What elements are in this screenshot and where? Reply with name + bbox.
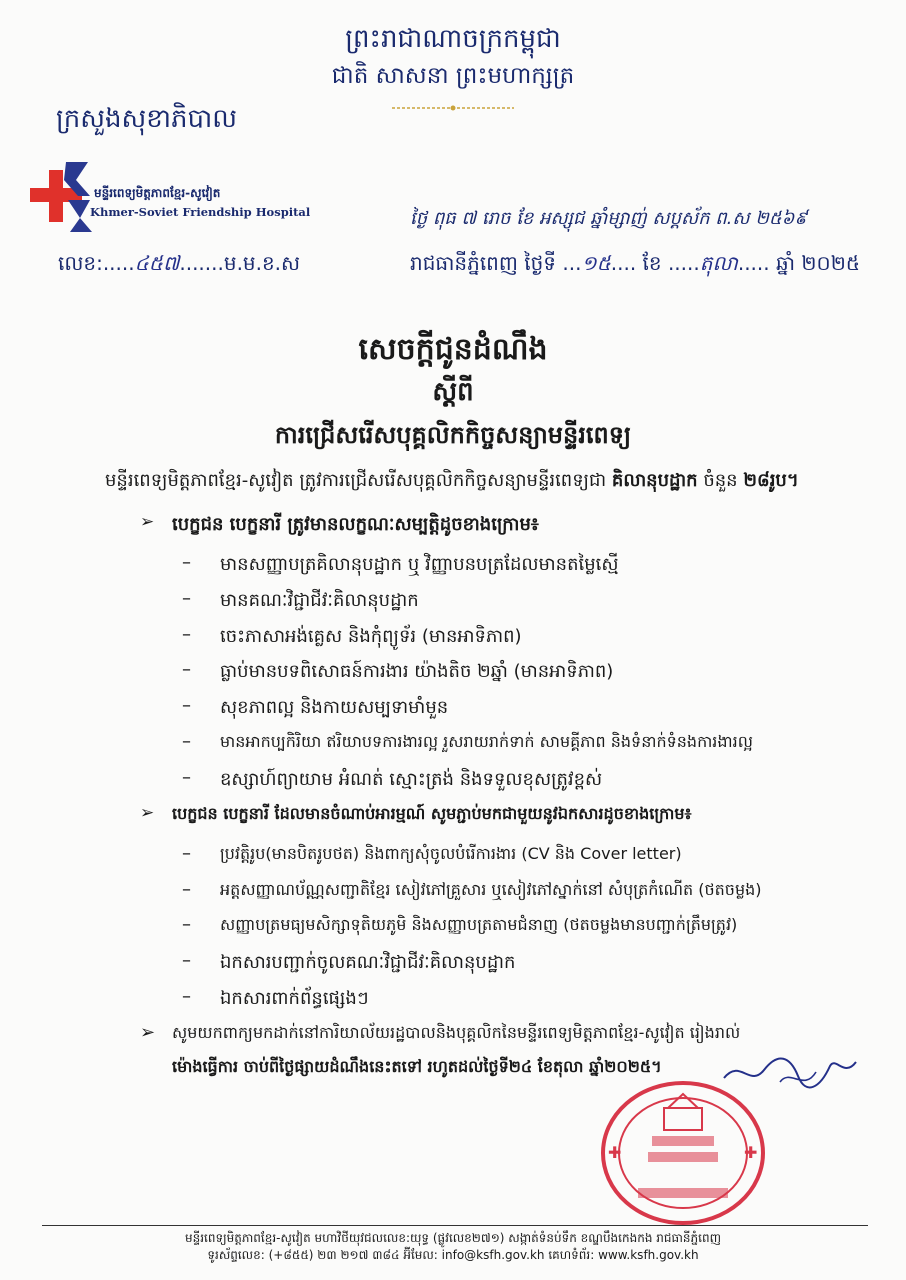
- footer-divider: [42, 1225, 868, 1226]
- list-item-text: សុខភាពល្អ និងកាយសម្បទាមាំមួន: [220, 697, 449, 718]
- list-item: [182, 879, 882, 905]
- list-item-text: មានសញ្ញាបត្រគិលានុបដ្ឋាក ឬ វិញ្ញាបនបត្រដែលមានតម្លៃស្មើ: [220, 554, 619, 575]
- dash-bullet-icon: –: [182, 879, 191, 900]
- list-item-text: ចេះភាសាអង់គ្លេស និងកុំព្យូទ័រ (មានអាទិភាព): [220, 626, 522, 647]
- date-year: ២០២៥: [801, 251, 860, 275]
- ministry-name: ក្រសួងសុខាភិបាល: [56, 104, 238, 134]
- ornament-divider-icon: [392, 104, 514, 112]
- dash-bullet-icon: –: [182, 843, 191, 864]
- hospital-name-khmer: មន្ទីរពេទ្យមិត្តភាពខ្មែរ-សូវៀត: [94, 186, 221, 200]
- list-item-text: អត្តសញ្ញាណប័ណ្ណសញ្ជាតិខ្មែរ សៀវភៅគ្រួសារ ឬសៀវភៅស្នាក់នៅ សំបុត្រកំណើត (ថតចម្លង): [220, 880, 762, 899]
- list-item: [182, 624, 882, 650]
- list-item: [182, 659, 882, 685]
- hospital-name-english: Khmer-Soviet Friendship Hospital: [90, 205, 311, 219]
- section-1-heading: [140, 512, 880, 538]
- reference-label: លេខ:: [58, 251, 103, 275]
- list-item-text: សញ្ញាបត្រមធ្យមសិក្សាទុតិយភូមិ និងសញ្ញាបត្រតាមជំនាញ (ថតចម្លងមានបញ្ជាក់ត្រឹមត្រូវ): [220, 915, 738, 934]
- list-item: [182, 731, 882, 757]
- notice-title: សេចក្តីជូនដំណឹង: [358, 332, 548, 367]
- notice-subject-label: ស្តីពី: [432, 377, 474, 407]
- date-month: តុលា: [699, 251, 738, 275]
- reference-value: ៤៥៧: [134, 251, 180, 275]
- intro-role: គិលានុបដ្ឋាក: [611, 470, 698, 491]
- list-item: [182, 767, 882, 793]
- month-label: ខែ: [642, 251, 662, 275]
- year-label: ឆ្នាំ: [776, 251, 796, 275]
- list-item-text: ប្រវត្តិរូប(មានបិតរូបថត) និងពាក្យសុំចូលបំរើការងារ (CV និង Cover letter): [220, 844, 682, 863]
- section-2-heading: [140, 803, 880, 829]
- list-item-text: ធ្លាប់មានបទពិសោធន៍ការងារ យ៉ាងតិច ២ឆ្នាំ (មានអាទិភាព): [220, 661, 614, 682]
- list-item-text: ឧស្សាហ៍ព្យាយាម អំណត់ ស្មោះត្រង់ និងទទួលខុសត្រូវខ្ពស់: [220, 769, 603, 790]
- arrow-bullet-icon: ➢: [140, 803, 155, 823]
- svg-text:✚: ✚: [744, 1143, 758, 1162]
- intro-count: ២៨រូប។: [743, 470, 799, 491]
- list-item: [182, 695, 882, 721]
- list-item: [182, 588, 882, 614]
- list-item: [182, 552, 882, 578]
- national-motto: ជាតិ សាសនា ព្រះមហាក្សត្រ: [331, 63, 575, 89]
- dash-bullet-icon: –: [182, 767, 191, 788]
- dash-bullet-icon: –: [182, 624, 191, 645]
- list-item-text: ឯកសារបញ្ជាក់ចូលគណៈវិជ្ជាជីវៈគិលានុបដ្ឋាក: [220, 952, 516, 973]
- date-day: ១៥: [581, 251, 611, 275]
- list-item-text: មានគណៈវិជ្ជាជីវៈគិលានុបដ្ឋាក: [220, 590, 419, 611]
- list-item: [182, 950, 882, 976]
- list-item: [182, 986, 882, 1012]
- dash-bullet-icon: –: [182, 986, 191, 1007]
- arrow-bullet-icon: ➢: [140, 1022, 156, 1043]
- svg-text:✚: ✚: [608, 1143, 622, 1162]
- intro-text: មន្ទីរពេទ្យមិត្តភាពខ្មែរ-សូវៀត ត្រូវការជ្រើសរើសបុគ្គលិកកិច្ចសន្យាមន្ទីរពេទ្យជា: [105, 470, 607, 491]
- reference-suffix: ម.ម.ខ.ស: [223, 251, 301, 275]
- notice-subject: ការជ្រើសរើសបុគ្គលិកកិច្ចសន្យាមន្ទីរពេទ្យ: [274, 421, 632, 449]
- list-item-text: ឯកសារពាក់ព័ន្ធផ្សេងៗ: [220, 988, 369, 1009]
- dash-bullet-icon: –: [182, 588, 191, 609]
- dash-bullet-icon: –: [182, 950, 191, 971]
- arrow-bullet-icon: ➢: [140, 512, 155, 532]
- intro-count-label: ចំនួន: [703, 470, 738, 491]
- reference-number: លេខ:.....៤៥៧.......ម.ម.ខ.ស: [58, 251, 301, 275]
- dash-bullet-icon: –: [182, 659, 191, 680]
- list-item-text: មានអាកប្បកិរិយា ឥរិយាបទការងារល្អ រួសរាយរាក់ទាក់ សាមគ្គីភាព និងទំនាក់ទំនងការងារល្អ: [220, 732, 753, 751]
- dash-bullet-icon: –: [182, 695, 191, 716]
- intro-paragraph: [105, 468, 885, 495]
- official-stamp-icon: [598, 1078, 768, 1228]
- place-date-prefix: រាជធានីភ្នំពេញ ថ្ងៃទី: [410, 251, 557, 275]
- section-1-heading-text: បេក្ខជន បេក្ខនារី ត្រូវមានលក្ខណៈសម្បត្តិដូចខាងក្រោម៖: [172, 514, 539, 535]
- footer-contact: ទូរស័ព្ទលេខ: (+៨៥៥) ២៣ ២១៧ ៣៨៤ អ៊ីមែល: info@ksfh.gov.kh គេហទំព័រ: www.ksfh.gov.kh: [207, 1248, 699, 1262]
- list-item: [182, 843, 882, 869]
- kingdom-title: ព្រះរាជាណាចក្រកម្ពុជា: [345, 24, 561, 54]
- dash-bullet-icon: –: [182, 914, 191, 935]
- footer-address: មន្ទីរពេទ្យមិត្តភាពខ្មែរ-សូវៀត មហាវិថីយុវជលលេខ:យុទ្ធ (ផ្លូវលេខ២៧១) សង្កាត់ទំនប់ទឹក ខណ្ឌបឹងកេងកង រាជធានីភ្នំពេញ: [184, 1231, 722, 1245]
- closing-line-1: សូមយកពាក្យមកដាក់នៅការិយាល័យរដ្ឋបាលនិងបុគ្គលិកនៃមន្ទីរពេទ្យមិត្តភាពខ្មែរ-សូវៀត រៀងរាល់: [172, 1023, 741, 1042]
- dash-bullet-icon: –: [182, 552, 191, 573]
- dash-bullet-icon: –: [182, 731, 191, 752]
- list-item: [182, 914, 882, 940]
- lunar-date: ថ្ងៃ ពុធ ៧ រោច ខែ អស្សុជ ឆ្នាំម្សាញ់ សប្តស័ក ព.ស ២៥៦៩: [410, 208, 808, 229]
- place-date: រាជធានីភ្នំពេញ ថ្ងៃទី ...១៥.... ខែ .....តុលា..... ឆ្នាំ ២០២៥: [410, 251, 860, 275]
- section-2-heading-text: បេក្ខជន បេក្ខនារី ដែលមានចំណាប់អារម្មណ៍ សូមភ្ជាប់មកជាមួយនូវឯកសារដូចខាងក្រោម៖: [172, 804, 692, 823]
- closing-line-2: ម៉ោងធ្វើការ ចាប់ពីថ្ងៃផ្សាយដំណឹងនេះតទៅ រហូតដល់ថ្ងៃទី២៤ ខែតុលា ឆ្នាំ២០២៥។: [172, 1057, 662, 1076]
